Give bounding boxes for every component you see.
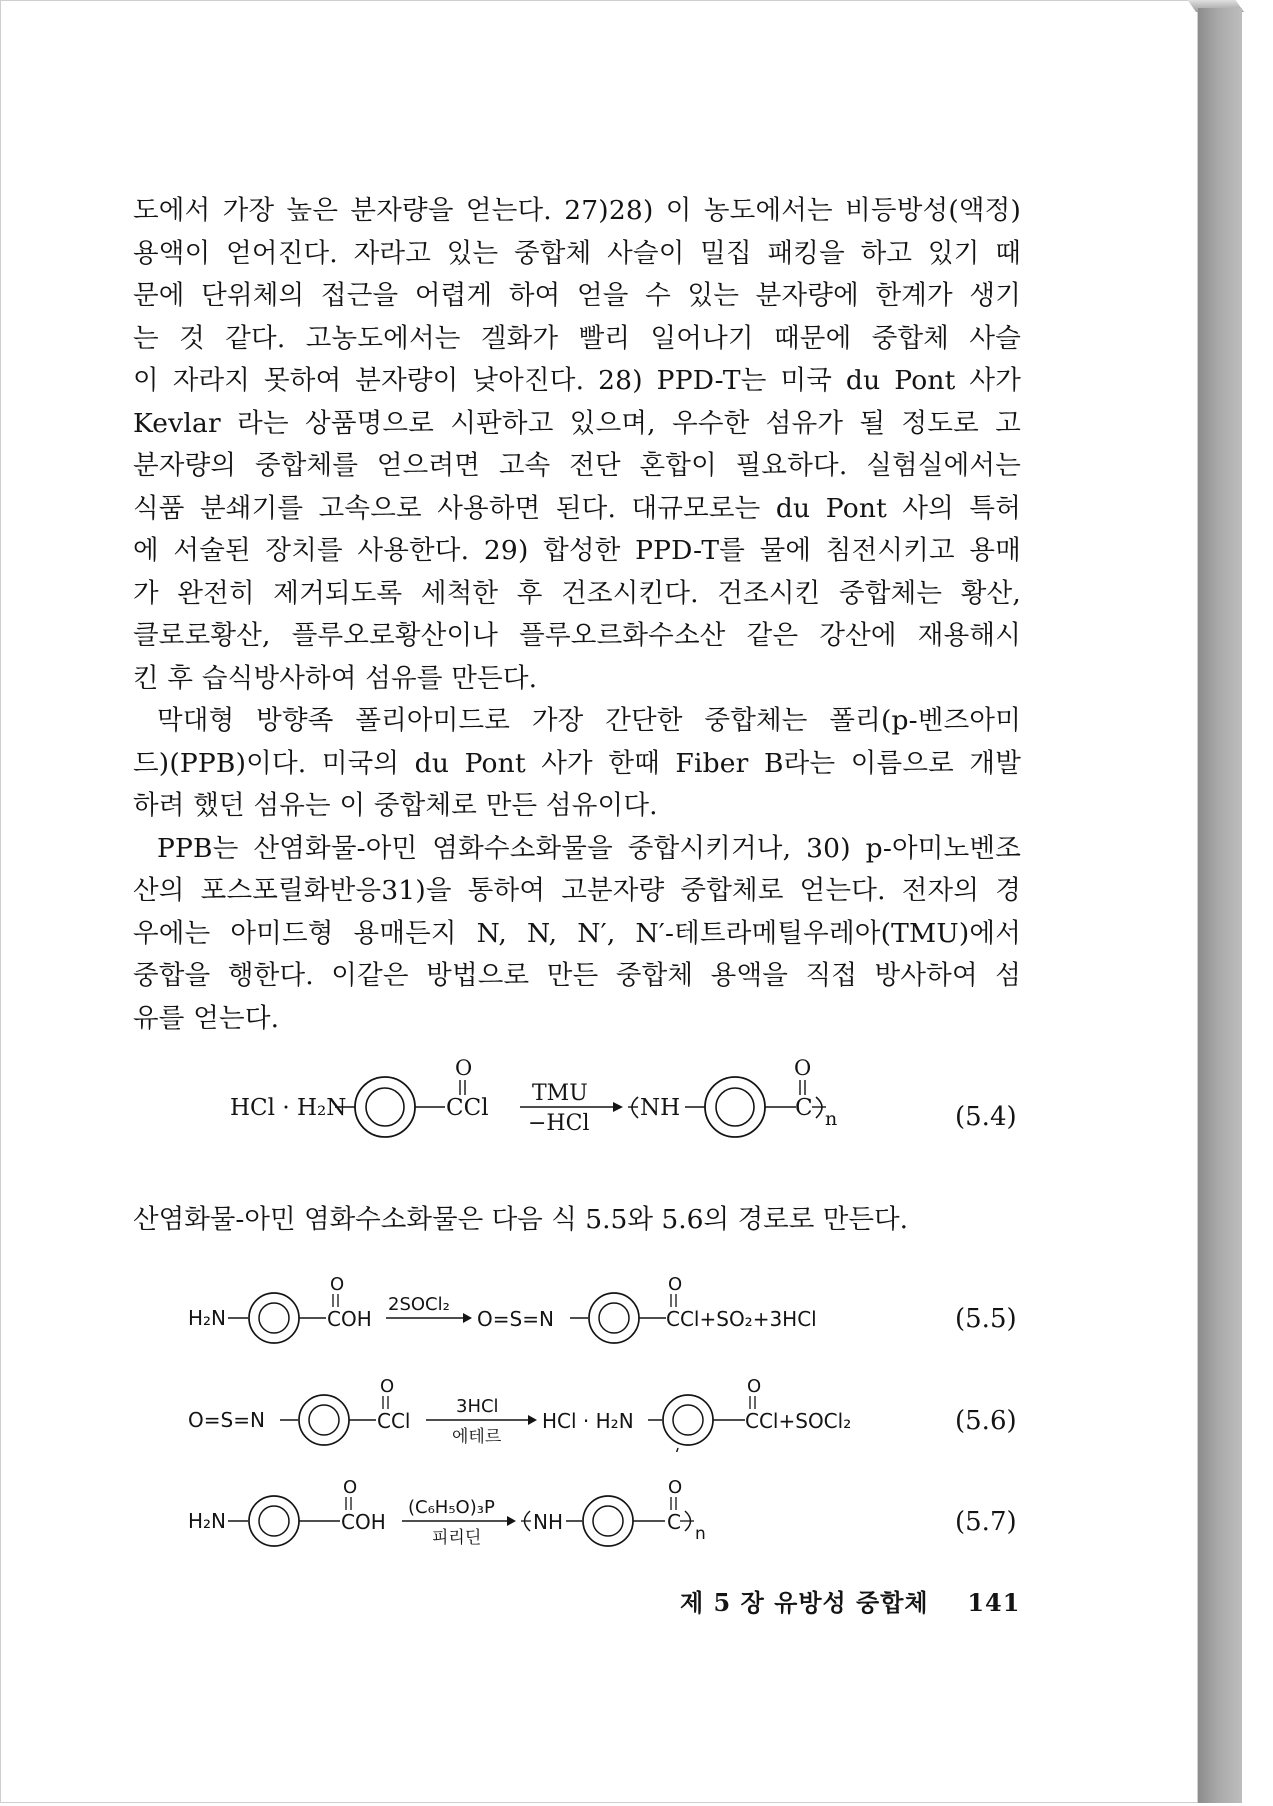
condition-top: (C₆H₅O)₃P <box>408 1497 495 1518</box>
benzene-ring <box>355 1077 415 1137</box>
benzene-ring <box>663 1395 713 1445</box>
acyl-chloride-label: CCl <box>446 1095 489 1121</box>
condition-top: TMU <box>532 1081 588 1106</box>
page-footer <box>680 1583 1020 1618</box>
condition-bottom: 피리딘 <box>432 1528 482 1548</box>
text-line: 는 것 같다. 고농도에서는 겔화가 빨리 일어나기 때문에 중합체 사슬 <box>133 322 1021 354</box>
text-line: 분자량의 중합체를 얻으려면 고속 전단 혼합이 필요하다. 실험실에서는 <box>133 450 1021 481</box>
oxygen-label: O <box>343 1477 358 1498</box>
text-line: Kevlar 라는 상품명으로 시판하고 있으며, 우수한 섬유가 될 정도로 고 <box>133 407 1021 439</box>
page-number: 141 <box>967 1588 1021 1617</box>
product-acyl-chloride-label: CCl+SOCl₂ <box>745 1409 852 1433</box>
repeat-subscript: n <box>695 1524 706 1544</box>
oxygen-label: O <box>668 1274 683 1295</box>
reaction-scheme-5-4 <box>220 1050 940 1140</box>
page-edge-spine <box>1198 8 1242 1803</box>
intermediate-sentence: 산염화물-아민 염화수소화물은 다음 식 5.5와 5.6의 경로로 만든다. <box>133 1204 909 1235</box>
product-sulfinylamine-label: O=S=N <box>477 1307 554 1331</box>
benzene-ring <box>589 1293 639 1343</box>
product-nh-label: NH <box>640 1095 681 1121</box>
benzene-ring <box>705 1077 765 1137</box>
reaction-scheme-5-7 <box>180 1473 900 1558</box>
condition-bottom: −HCl <box>528 1111 590 1136</box>
text-line: 가 완전히 제거되도록 세척한 후 건조시킨다. 건조시킨 중합체는 황산, <box>133 577 1021 609</box>
oxygen-label: O <box>330 1274 345 1295</box>
oxygen-label: O <box>668 1477 683 1498</box>
body-text <box>133 190 1021 1040</box>
acyl-chloride-label: CCl <box>377 1409 411 1433</box>
benzene-ring <box>249 1293 299 1343</box>
transition-arrow <box>674 1448 678 1452</box>
text-line: 드)(PPB)이다. 미국의 du Pont 사가 한때 Fiber B라는 이름으로 개발 <box>133 747 1021 779</box>
text-line: 에 서술된 장치를 사용한다. 29) 합성한 PPD-T를 물에 침전시키고 용매 <box>133 535 1021 566</box>
text-line: 식품 분쇄기를 고속으로 사용하면 된다. 대규모로는 du Pont 사의 특허 <box>133 492 1021 524</box>
equation-number: (5.7) <box>955 1507 1017 1537</box>
reaction-scheme-5-6 <box>180 1372 900 1452</box>
text-line: 산의 포스포릴화반응31)을 통하여 고분자량 중합체로 얻는다. 전자의 경 <box>133 875 1021 906</box>
running-title: 제 5 장 유방성 중합체 <box>680 1588 929 1617</box>
benzene-ring <box>249 1496 299 1546</box>
oxygen-label: O <box>380 1376 395 1397</box>
condition-bottom: 에테르 <box>452 1427 502 1447</box>
oxygen-label: O <box>455 1056 473 1080</box>
text-line: 문에 단위체의 접근을 어렵게 하여 얻을 수 있는 분자량에 한계가 생기 <box>133 280 1021 311</box>
equation-number: (5.5) <box>955 1304 1017 1334</box>
equation-number: (5.4) <box>955 1102 1017 1132</box>
carboxylic-acid-label: COH <box>327 1307 372 1331</box>
text-line: 막대형 방향족 폴리아미드로 가장 간단한 중합체는 폴리(p-벤즈아미 <box>157 705 1021 736</box>
reactant-label: H₂N <box>188 1509 227 1533</box>
text-line: 우에는 아미드형 용매든지 N, N, N′, N′-테트라메틸우레아(TMU)에서 <box>133 917 1021 949</box>
text-line: 이 자라지 못하여 분자량이 낮아진다. 28) PPD-T는 미국 du Pont 사가 <box>133 365 1021 396</box>
text-line: 클로로황산, 플루오로황산이나 플루오르화수소산 같은 강산에 재용해시 <box>133 620 1021 651</box>
benzene-ring <box>299 1395 349 1445</box>
text-line: PPB는 산염화물-아민 염화수소화물을 중합시키거나, 30) p-아미노벤조 <box>157 832 1021 864</box>
equation-number: (5.6) <box>955 1406 1017 1436</box>
text-line: 유를 얻는다. <box>133 1002 280 1034</box>
text-line: 중합을 행한다. 이같은 방법으로 만든 중합체 용액을 직접 방사하여 섬 <box>133 960 1021 991</box>
product-c-label: C <box>667 1510 681 1534</box>
reactant-label: O=S=N <box>188 1408 265 1432</box>
text-line: 킨 후 습식방사하여 섬유를 만든다. <box>133 662 538 694</box>
reactant-label: HCl · H₂N <box>230 1095 347 1121</box>
product-acyl-chloride-label: CCl+SO₂+3HCl <box>666 1307 817 1331</box>
reactant-label: H₂N <box>188 1306 227 1330</box>
repeat-subscript: n <box>825 1108 838 1130</box>
oxygen-label: O <box>794 1056 812 1080</box>
oxygen-label: O <box>747 1376 762 1397</box>
benzene-ring <box>583 1496 633 1546</box>
product-amine-salt-label: HCl · H₂N <box>542 1409 634 1433</box>
reaction-scheme-5-5 <box>180 1270 900 1350</box>
product-nh-label: NH <box>533 1510 563 1534</box>
condition-top: 2SOCl₂ <box>388 1294 450 1315</box>
text-line: 용액이 얻어진다. 자라고 있는 중합체 사슬이 밀집 패킹을 하고 있기 때 <box>133 237 1021 269</box>
text-line: 하려 했던 섬유는 이 중합체로 만든 섬유이다. <box>133 790 658 821</box>
product-c-label: C <box>795 1095 813 1121</box>
text-line: 도에서 가장 높은 분자량을 얻는다. 27)28) 이 농도에서는 비등방성(액정) <box>133 195 1021 226</box>
condition-top: 3HCl <box>456 1396 499 1417</box>
carboxylic-acid-label: COH <box>341 1510 386 1534</box>
